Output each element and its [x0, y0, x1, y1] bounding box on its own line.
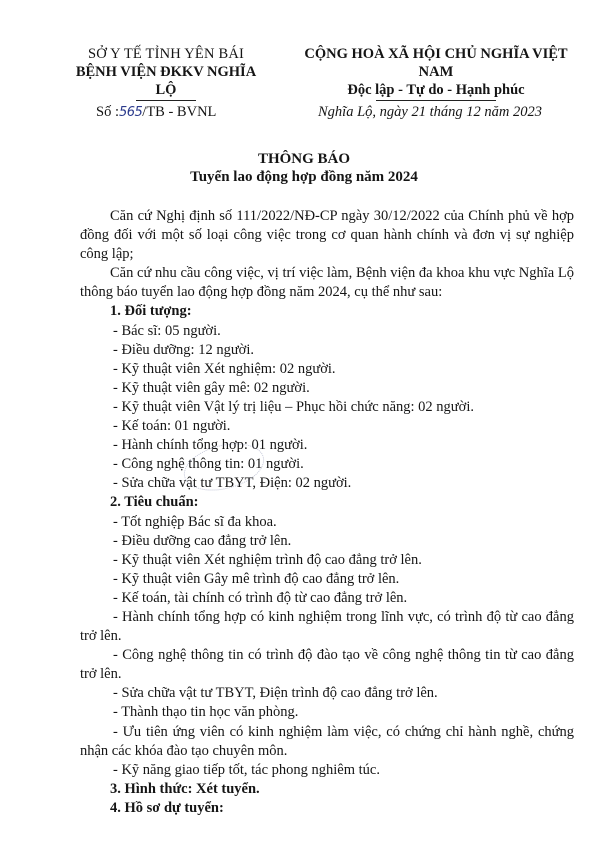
section-heading: 3. Hình thức: Xét tuyển. — [110, 780, 260, 797]
doc-number-suffix: /TB - BVNL — [142, 104, 217, 120]
nation-name: CỘNG HOÀ XÃ HỘI CHỦ NGHĨA VIỆT NAM — [304, 46, 568, 80]
list-item: - Kỹ năng giao tiếp tốt, tác phong nghiêm túc. — [113, 761, 380, 778]
list-item: - Điều dưỡng: 12 người. — [113, 341, 254, 358]
list-item: - Sửa chữa vật tư TBYT, Điện: 02 người. — [113, 475, 352, 492]
list-item: - Sửa chữa vật tư TBYT, Điện trình độ cao đẳng trở lên. — [113, 685, 438, 702]
doc-number-prefix: Số : — [96, 104, 119, 120]
motto-underline — [376, 100, 496, 101]
issuing-organization — [66, 45, 266, 101]
list-item: - Kế toán, tài chính có trình độ từ cao đẳng trở lên. — [113, 589, 408, 606]
section-heading: 2. Tiêu chuẩn: — [110, 494, 199, 511]
list-item: - Kỹ thuật viên Xét nghiệm trình độ cao đẳng trở lên. — [113, 551, 422, 568]
org-underline — [136, 100, 196, 101]
list-item: - Công nghệ thông tin có trình độ đào tạo về công nghệ thông tin từ cao đẳng trở lên. — [80, 647, 574, 683]
list-item: - Công nghệ thông tin: 01 người. — [113, 456, 304, 473]
list-item: - Kỹ thuật viên Gây mê trình độ cao đẳng trở lên. — [113, 570, 400, 587]
list-item: - Kỹ thuật viên Vật lý trị liệu – Phục hồi chức năng: 02 người. — [113, 398, 474, 415]
list-item: - Hành chính tổng hợp: 01 người. — [113, 437, 308, 454]
national-header — [286, 45, 586, 101]
list-item: - Thành thạo tin học văn phòng. — [113, 704, 299, 721]
date-line: Nghĩa Lộ, ngày 21 tháng 12 năm 2023 — [318, 104, 542, 120]
org-name: BỆNH VIỆN ĐKKV NGHĨA LỘ — [75, 64, 257, 98]
list-item: - Bác sĩ: 05 người. — [113, 322, 221, 339]
list-item: - Tốt nghiệp Bác sĩ đa khoa. — [113, 513, 277, 530]
nation-motto: Độc lập - Tự do - Hạnh phúc — [347, 82, 525, 98]
list-item: - Ưu tiên ứng viên có kinh nghiệm làm việc, có chứng chỉ hành nghề, chứng nhận các khóa đào tạo chuyên môn. — [80, 723, 574, 759]
document-title — [0, 150, 608, 186]
document-body — [80, 207, 574, 818]
list-item: - Điều dưỡng cao đẳng trở lên. — [113, 532, 292, 549]
title-sub: Tuyển lao động hợp đồng năm 2024 — [190, 169, 418, 185]
list-item: - Kế toán: 01 người. — [113, 418, 231, 435]
list-item: - Kỹ thuật viên Xét nghiệm: 02 người. — [113, 360, 336, 377]
title-main: THÔNG BÁO — [257, 151, 351, 167]
section-heading: 1. Đối tượng: — [110, 303, 192, 320]
document-number — [96, 104, 216, 121]
list-item: - Hành chính tổng hợp có kinh nghiệm trong lĩnh vực, có trình độ từ cao đẳng trở lên. — [80, 608, 574, 645]
preamble-paragraph: Căn cứ Nghị định số 111/2022/NĐ-CP ngày 30/12/2022 của Chính phủ về hợp đồng đối với một số loại công việc trong cơ quan hành chính và đơn vị sự nghiệp công lập; — [80, 208, 574, 263]
org-parent: SỞ Y TẾ TỈNH YÊN BÁI — [87, 46, 245, 62]
section-heading: 4. Hồ sơ dự tuyển: — [110, 799, 224, 816]
preamble-paragraph: Căn cứ nhu cầu công việc, vị trí việc làm, Bệnh viện đa khoa khu vực Nghĩa Lộ thông báo tuyển lao động hợp đồng năm 2024, cụ thể như sau: — [80, 265, 574, 301]
doc-number-handwritten: 565 — [118, 105, 143, 120]
list-item: - Kỹ thuật viên gây mê: 02 người. — [113, 379, 310, 396]
